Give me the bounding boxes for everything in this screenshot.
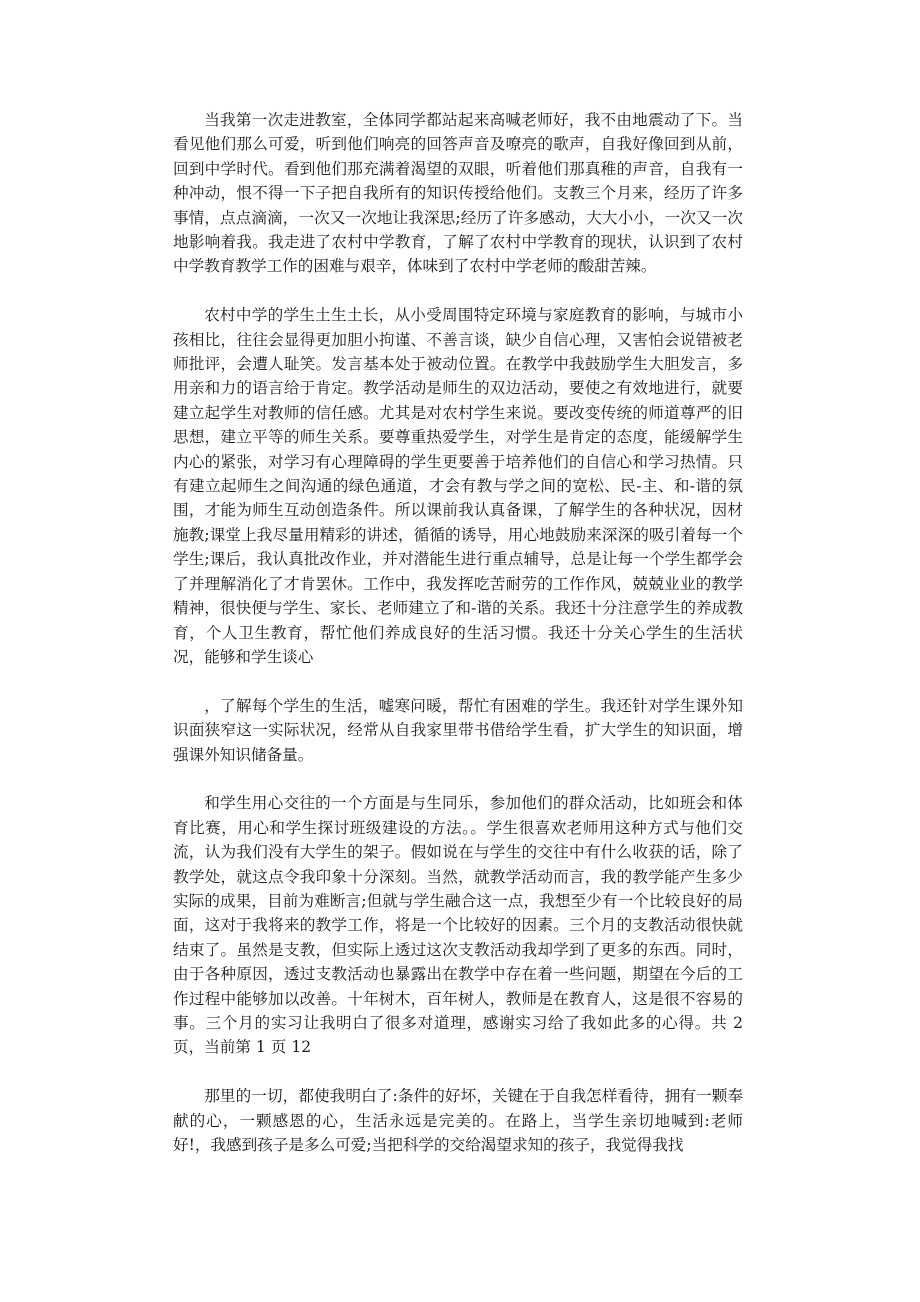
paragraph-1: 当我第一次走进教室，全体同学都站起来高喊老师好，我不由地震动了下。当看见他们那么可爱，听到他们响亮的回答声音及嘹亮的歌声，自我好像回到从前，回到中学时代。看到他们那充满着渴望的双眼，听着他们那真稚的声音，自我有一种冲动，恨不得一下子把自我所有的知识传授给他们。支教三个月来，经历了许多事情，点点滴滴，一次又一次地让我深思;经历了许多感动，大大小小，一次又一次地影响着我。我走进了农村中学教育，了解了农村中学教育的现状，认识到了农村中学教育教学工作的困难与艰辛，体味到了农村中学老师的酸甜苦辣。	[173, 111, 743, 276]
document-body	[173, 108, 743, 1182]
paragraph-3: ，了解每个学生的生活，嘘寒问暖，帮忙有困难的学生。我还针对学生课外知识面狭窄这一实际状况，经常从自我家里带书借给学生看，扩大学生的知识面，增强课外知识储备量。	[173, 696, 743, 764]
paragraph-2: 农村中学的学生土生土长，从小受周围特定环境与家庭教育的影响，与城市小孩相比，往往会显得更加胆小拘谨、不善言谈，缺少自信心理，又害怕会说错被老师批评，会遭人耻笑。发言基本处于被动位置。在教学中我鼓励学生大胆发言，多用亲和力的语言给于肯定。教学活动是师生的双边活动，要使之有效地进行，就要建立起学生对教师的信任感。尤其是对农村学生来说。要改变传统的师道尊严的旧思想，建立平等的师生关系。要尊重热爱学生，对学生是肯定的态度，能缓解学生内心的紧张，对学习有心理障碍的学生更要善于培养他们的自信心和学习热情。只有建立起师生之间沟通的绿色通道，才会有教与学之间的宽松、民-主、和-谐的氛围，才能为师生互动创造条件。所以课前我认真备课，了解学生的各种状况，因材施教;课堂上我尽量用精彩的讲述，循循的诱导，用心地鼓励来深深的吸引着每一个学生;课后，我认真批改作业，并对潜能生进行重点辅导，总是让每一个学生都学会了并理解消化了才肯罢休。工作中，我发挥吃苦耐劳的工作作风，兢兢业业的教学精神，很快便与学生、家长、老师建立了和-谐的关系。我还十分注意学生的养成教育，个人卫生教育，帮忙他们养成良好的生活习惯。我还十分关心学生的生活状况，能够和学生谈心	[173, 306, 743, 666]
paragraph-5: 那里的一切，都使我明白了:条件的好坏，关键在于自我怎样看待，拥有一颗奉献的心，一颗感恩的心，生活永远是完美的。在路上，当学生亲切地喊到:老师好!，我感到孩子是多么可爱;当把科学的交给渴望求知的孩子，我觉得我找	[173, 1087, 743, 1154]
paragraph-4: 和学生用心交往的一个方面是与生同乐，参加他们的群众活动，比如班会和体育比赛，用心和学生探讨班级建设的方法。。学生很喜欢老师用这种方式与他们交流，认为我们没有大学生的架子。假如说在与学生的交往中有什么收获的话，除了教学处，就这点令我印象十分深刻。当然，就教学活动而言，我的教学能产生多少实际的成果，目前为难断言;但就与学生融合这一点，我想至少有一个比较良好的局面，这对于我将来的教学工作，将是一个比较好的因素。三个月的支教活动很快就结束了。虽然是支教，但实际上透过这次支教活动我却学到了更多的东西。同时，由于各种原因，透过支教活动也暴露出在教学中存在着一些问题，期望在今后的工作过程中能够加以改善。十年树木，百年树人，教师是在教育人，这是很不容易的事。三个月的实习让我明白了很多对道理，感谢实习给了我如此多的心得。共 2 页，当前第 1 页 12	[173, 794, 743, 1057]
